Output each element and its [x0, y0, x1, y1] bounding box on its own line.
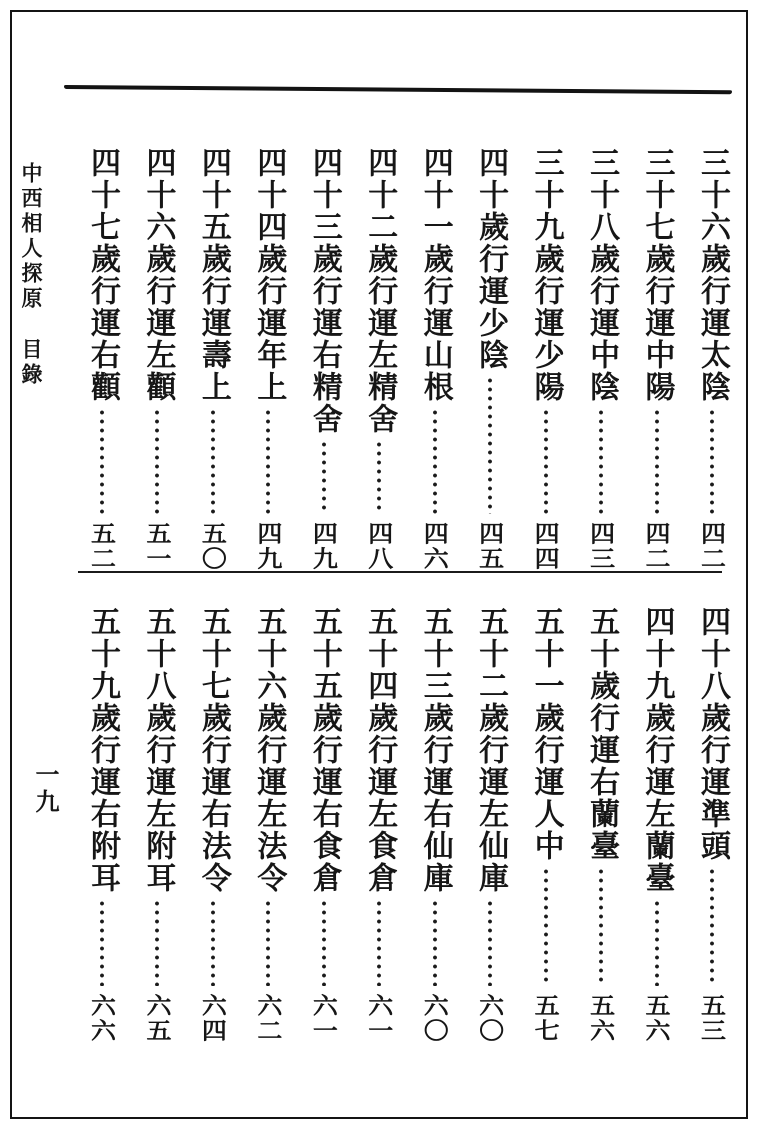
middle-rule-line — [78, 571, 722, 573]
dot-leader — [265, 899, 271, 986]
toc-entry-title: 四十歲行運少陰 — [473, 147, 509, 371]
toc-entry-page: 六四 — [198, 993, 228, 1043]
toc-entry-page: 五六 — [642, 993, 672, 1043]
toc-entry — [82, 606, 122, 1043]
toc-entry — [637, 147, 677, 571]
dot-leader — [154, 899, 160, 986]
toc-entry — [137, 606, 177, 1043]
toc-bottom-block — [82, 606, 732, 1043]
toc-entry-page: 六〇 — [475, 993, 505, 1043]
dot-leader — [376, 899, 382, 986]
toc-entry-page: 四二 — [642, 521, 672, 571]
toc-entry — [359, 606, 399, 1043]
toc-entry — [637, 606, 677, 1043]
toc-entry-title: 四十八歲行運準頭 — [694, 606, 730, 862]
toc-entry — [359, 147, 399, 571]
toc-entry-page: 五二 — [87, 521, 117, 571]
toc-entry — [692, 147, 732, 571]
toc-entry-title: 五十一歲行運人中 — [528, 606, 564, 862]
dot-leader — [432, 899, 438, 986]
toc-entry-page: 四六 — [420, 521, 450, 571]
toc-entry — [193, 606, 233, 1043]
toc-entry — [470, 606, 510, 1043]
toc-entry — [304, 606, 344, 1043]
dot-leader — [99, 899, 105, 986]
toc-entry-page: 六六 — [87, 993, 117, 1043]
toc-entry-page: 五三 — [697, 993, 727, 1043]
toc-entry-page: 四九 — [309, 521, 339, 571]
toc-entry — [137, 147, 177, 571]
dot-leader — [598, 408, 604, 514]
dot-leader — [654, 899, 660, 986]
toc-entry-page: 四四 — [531, 521, 561, 571]
toc-entry-title: 四十二歲行運左精舍 — [362, 147, 398, 435]
toc-entry-title: 四十七歲行運右顴 — [85, 147, 120, 403]
dot-leader — [154, 408, 160, 514]
dot-leader — [487, 376, 493, 514]
toc-entry — [581, 147, 621, 571]
toc-entry — [248, 606, 288, 1043]
toc-entry-title: 三十六歲行運太陰 — [694, 147, 730, 403]
toc-entry — [470, 147, 510, 571]
toc-entry-page: 五六 — [586, 993, 616, 1043]
dot-leader — [543, 408, 549, 514]
toc-entry-page: 四五 — [475, 521, 505, 571]
toc-entry-page: 五七 — [531, 993, 561, 1043]
toc-entry-title: 四十六歲行運左顴 — [140, 147, 176, 403]
dot-leader — [210, 899, 216, 986]
toc-entry — [581, 606, 621, 1043]
toc-entry-title: 四十四歲行運年上 — [251, 147, 287, 403]
toc-entry-page: 四九 — [253, 521, 283, 571]
toc-entry — [415, 147, 455, 571]
toc-entry-title: 三十八歲行運中陰 — [584, 147, 620, 403]
toc-entry-title: 四十三歲行運右精舍 — [306, 147, 342, 435]
toc-entry — [415, 606, 455, 1043]
dot-leader — [709, 408, 715, 514]
toc-entry-page: 四三 — [586, 521, 616, 571]
toc-entry-page: 六〇 — [420, 993, 450, 1043]
section-title: 目錄 — [19, 338, 43, 388]
toc-entry-page: 六一 — [364, 993, 394, 1043]
toc-entry-title: 五十五歲行運右食倉 — [306, 606, 342, 894]
folio-number: 一九 — [31, 762, 59, 816]
toc-entry-page: 六一 — [309, 993, 339, 1043]
toc-entry-title: 五十三歲行運右仙庫 — [417, 606, 453, 894]
toc-entry — [304, 147, 344, 571]
toc-entry-title: 三十九歲行運少陽 — [528, 147, 564, 403]
spine-title — [20, 162, 41, 388]
toc-entry-page: 六二 — [253, 993, 283, 1043]
toc-entry-title: 五十九歲行運右附耳 — [85, 606, 120, 894]
dot-leader — [265, 408, 271, 514]
dot-leader — [598, 867, 604, 986]
toc-entry-title: 五十歲行運右蘭臺 — [584, 606, 620, 862]
dot-leader — [99, 408, 105, 514]
dot-leader — [321, 899, 327, 986]
dot-leader — [543, 867, 549, 986]
dot-leader — [321, 440, 327, 514]
toc-top-block — [82, 147, 732, 571]
toc-entry — [82, 147, 122, 571]
dot-leader — [432, 408, 438, 514]
toc-entry-page: 四二 — [697, 521, 727, 571]
toc-entry — [193, 147, 233, 571]
toc-entry — [526, 606, 566, 1043]
toc-entry — [248, 147, 288, 571]
dot-leader — [709, 867, 715, 986]
toc-entry — [692, 606, 732, 1043]
toc-entry-title: 五十二歲行運左仙庫 — [473, 606, 509, 894]
toc-entry-page: 五〇 — [198, 521, 228, 571]
toc-entry-title: 四十五歲行運壽上 — [195, 147, 231, 403]
dot-leader — [210, 408, 216, 514]
toc-entry-title: 五十四歲行運左食倉 — [362, 606, 398, 894]
toc-entry-page: 四八 — [364, 521, 394, 571]
dot-leader — [376, 440, 382, 514]
toc-entry-page: 六五 — [142, 993, 172, 1043]
toc-entry-title: 四十一歲行運山根 — [417, 147, 453, 403]
toc-entry-title: 五十八歲行運左附耳 — [140, 606, 176, 894]
toc-entry-title: 四十九歲行運左蘭臺 — [639, 606, 675, 894]
book-title: 中西相人探原 — [19, 162, 43, 312]
toc-entry-title: 五十六歲行運左法令 — [251, 606, 287, 894]
toc-entry-page: 五一 — [142, 521, 172, 571]
dot-leader — [487, 899, 493, 986]
toc-entry — [526, 147, 566, 571]
dot-leader — [654, 408, 660, 514]
toc-entry-title: 三十七歲行運中陽 — [639, 147, 675, 403]
toc-entry-title: 五十七歲行運右法令 — [195, 606, 231, 894]
